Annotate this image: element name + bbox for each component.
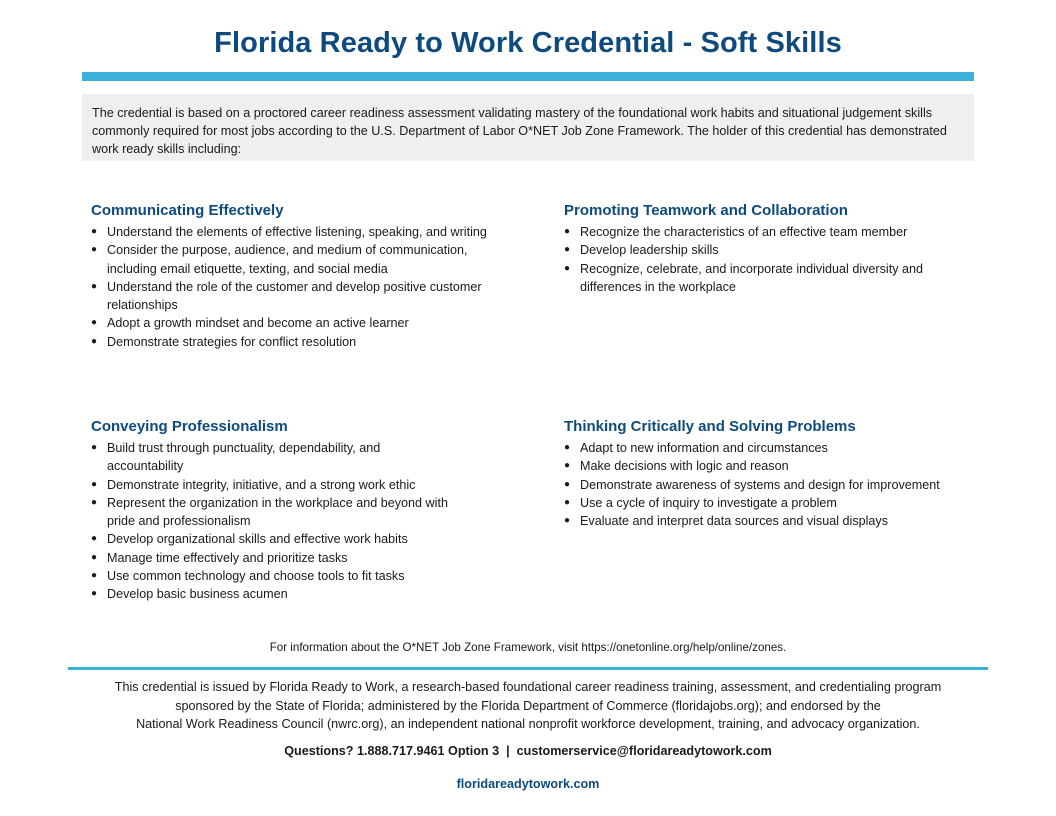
bullet-list <box>91 439 453 604</box>
info-note: For information about the O*NET Job Zone Framework, visit https://onetonline.org/help/online/zones. <box>269 641 787 654</box>
list-item: ● Represent the organization in the workplace and beyond with pride and professionalism <box>91 494 453 531</box>
list-item: ● Evaluate and interpret data sources and visual displays <box>564 512 974 530</box>
bullet-list <box>564 439 974 530</box>
list-item: ● Adapt to new information and circumstances <box>564 439 974 457</box>
section-heading: Conveying Professionalism <box>91 418 288 435</box>
section-heading: Communicating Effectively <box>91 202 284 219</box>
website-link[interactable]: floridareadytowork.com <box>456 777 600 791</box>
section-teamwork <box>564 201 964 296</box>
list-item: ● Demonstrate awareness of systems and design for improvement <box>564 476 974 494</box>
list-item: ● Recognize, celebrate, and incorporate individual diversity and differences in the workplace <box>564 260 964 297</box>
contact-line: Questions? 1.888.717.9461 Option 3 | customerservice@floridareadytowork.com <box>284 744 772 758</box>
footer-divider <box>68 667 988 670</box>
list-item: ● Develop organizational skills and effective work habits <box>91 530 453 548</box>
list-item: ● Understand the elements of effective listening, speaking, and writing <box>91 223 501 241</box>
list-item: ● Manage time effectively and prioritize tasks <box>91 549 453 567</box>
list-item: ● Understand the role of the customer and develop positive customer relationships <box>91 278 501 315</box>
issued-line: National Work Readiness Council (nwrc.org), an independent national nonprofit workforce development, training, and advocacy organization. <box>136 717 920 731</box>
section-critical-thinking <box>564 417 974 530</box>
issued-statement <box>60 678 996 734</box>
list-item: ● Recognize the characteristics of an effective team member <box>564 223 964 241</box>
list-item: ● Consider the purpose, audience, and medium of communication, including email etiquette, texting, and social media <box>91 241 501 278</box>
bullet-list <box>564 223 964 296</box>
issued-line: This credential is issued by Florida Ready to Work, a research-based foundational career readiness training, assessment, and credentialing program <box>114 680 942 694</box>
list-item: ● Demonstrate strategies for conflict resolution <box>91 333 501 351</box>
list-item: ● Develop leadership skills <box>564 241 964 259</box>
intro-box: The credential is based on a proctored career readiness assessment validating mastery of the foundational work habits and situational judgement skills commonly required for most jobs according to the U.S. Department of Labor O*NET Job Zone Framework. The holder of this credential has demonstrated work ready skills including: <box>82 94 974 161</box>
page-title: Florida Ready to Work Credential - Soft Skills <box>214 27 842 59</box>
section-professionalism <box>91 417 453 604</box>
section-heading: Thinking Critically and Solving Problems <box>564 418 856 435</box>
section-communicating <box>91 201 501 351</box>
list-item: ● Use common technology and choose tools to fit tasks <box>91 567 453 585</box>
list-item: ● Use a cycle of inquiry to investigate a problem <box>564 494 974 512</box>
bullet-list <box>91 223 501 351</box>
list-item: ● Develop basic business acumen <box>91 585 453 603</box>
title-divider <box>82 72 974 81</box>
list-item: ● Build trust through punctuality, dependability, and accountability <box>91 439 453 476</box>
list-item: ● Make decisions with logic and reason <box>564 457 974 475</box>
section-heading: Promoting Teamwork and Collaboration <box>564 202 848 219</box>
list-item: ● Adopt a growth mindset and become an active learner <box>91 314 501 332</box>
list-item: ● Demonstrate integrity, initiative, and a strong work ethic <box>91 476 453 494</box>
issued-line: sponsored by the State of Florida; administered by the Florida Department of Commerce (floridajobs.org); and endorsed by the <box>175 698 881 713</box>
